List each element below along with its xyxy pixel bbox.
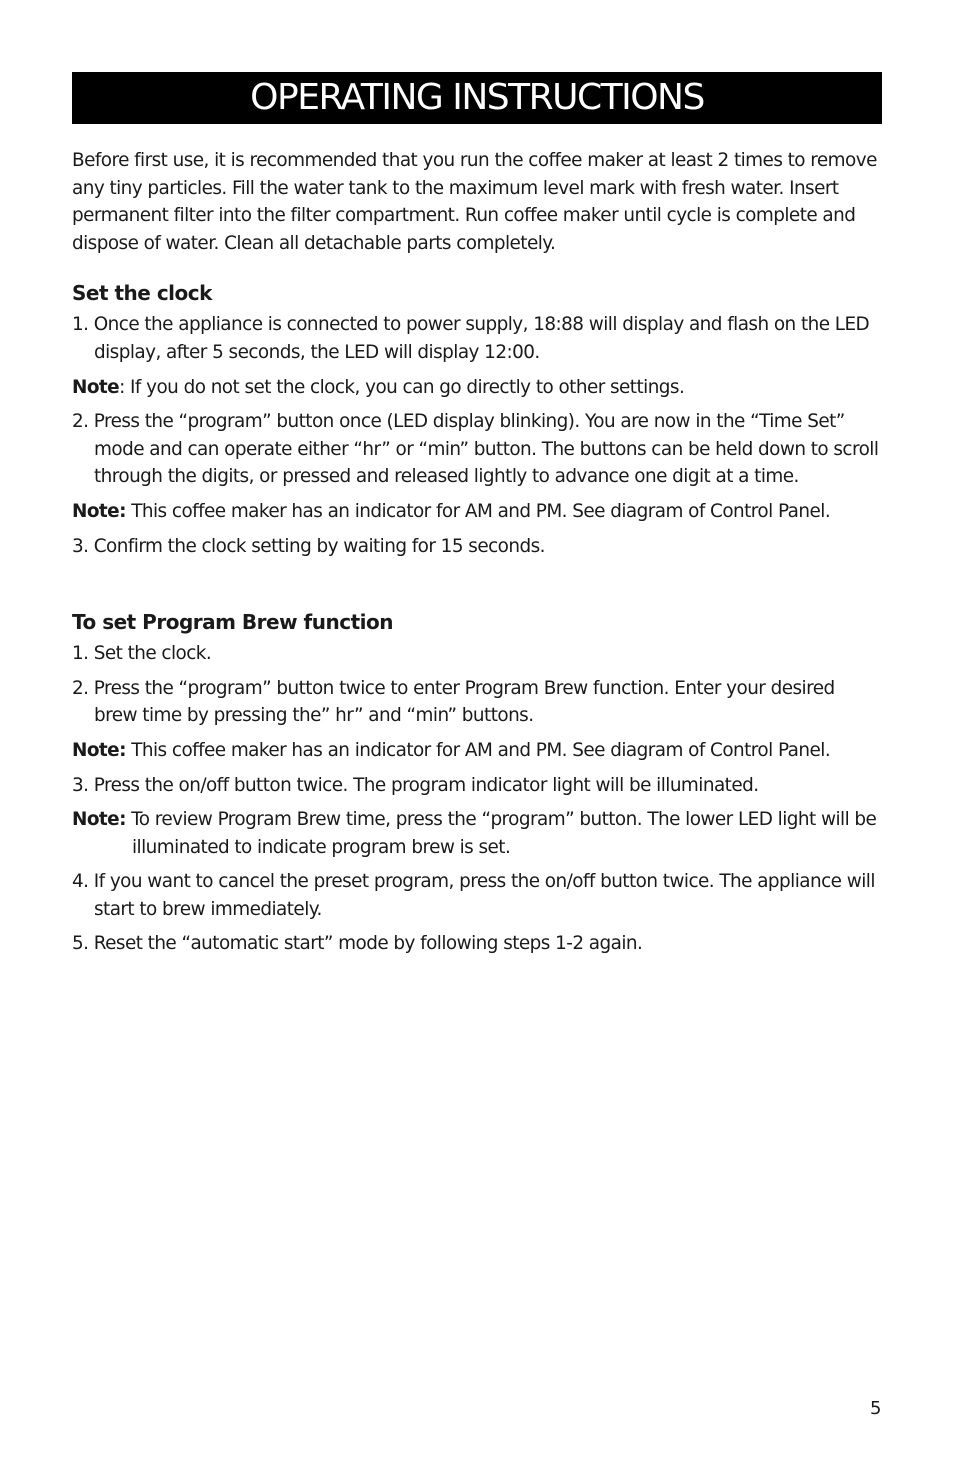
note-label: Note: [72,739,126,761]
clock-note-1 [72,374,882,402]
note-text: : If you do not set the clock, you can go directly to other settings. [119,376,685,398]
intro-paragraph: Before first use, it is recommended that you run the coffee maker at least 2 times to remove any tiny particles. Fill the water tank to the maximum level mark with fresh water. Insert permanent filter into the filter compartment. Run coffee maker until cycle is complete and dispose of water. Clean all detachable parts completely. [72,150,877,254]
clock-step-2: 2. Press the “program” button once (LED display blinking). You are now in the “Time Set” mode and can operate either “hr” or “min” button. The buttons can be held down to scroll through the digits, or pressed and released lightly to advance one digit at a time. [72,411,879,488]
page-number: 5 [870,1398,881,1419]
note-text: This coffee maker has an indicator for AM and PM. See diagram of Control Panel. [125,500,831,522]
program-step-4: 4. If you want to cancel the preset program, press the on/off button twice. The appliance will start to brew immediately. [72,871,875,920]
program-note-1 [72,737,882,765]
program-note-2 [72,806,882,861]
clock-note-2 [72,498,882,526]
program-step-5: 5. Reset the “automatic start” mode by following steps 1-2 again. [72,933,643,955]
title-banner [72,72,882,124]
program-step-3: 3. Press the on/off button twice. The program indicator light will be illuminated. [72,774,759,796]
note-label: Note: [72,809,126,831]
note-text: This coffee maker has an indicator for AM and PM. See diagram of Control Panel. [125,739,831,761]
section-title-program-brew: To set Program Brew function [72,610,393,635]
section-title-set-clock: Set the clock [72,281,212,306]
manual-page [72,72,882,958]
clock-step-1: 1. Once the appliance is connected to power supply, 18:88 will display and flash on the LED display, after 5 seconds, the LED will display 12:00. [72,314,870,363]
note-text: To review Program Brew time, press the “program” button. The lower LED light will be illuminated to indicate program brew is set. [125,809,877,858]
clock-step-3: 3. Confirm the clock setting by waiting for 15 seconds. [72,535,545,557]
note-label: Note [72,376,120,398]
page-title: OPERATING INSTRUCTIONS [250,77,704,118]
note-label: Note: [72,500,126,522]
program-step-1: 1. Set the clock. [72,643,212,665]
program-step-2: 2. Press the “program” button twice to enter Program Brew function. Enter your desired brew time by pressing the” hr” and “min” buttons. [72,677,835,727]
